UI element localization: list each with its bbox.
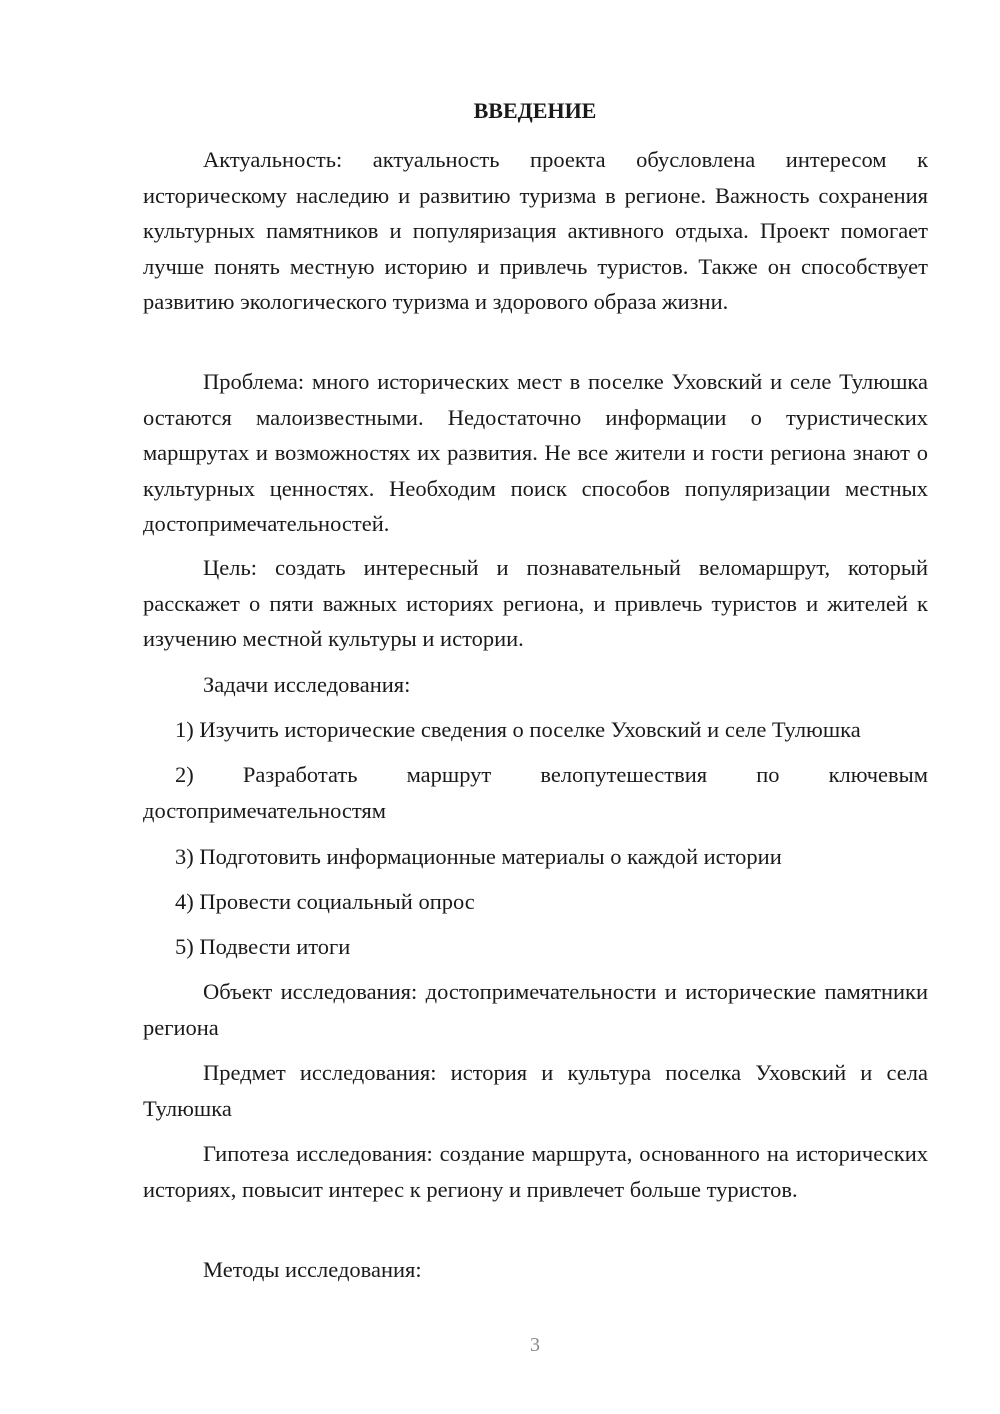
paragraph-relevance: Актуальность: актуальность проекта обусловлена интересом к историческому наследию и развитию туризма в регионе. Важность сохранения культурных памятников и популяризация активного отдыха. Проект помогает лучше понять местную историю и привлечь туристов. Также он способствует развитию экологического туризма и здорового образа жизни. <box>143 147 928 314</box>
list-item-task-3: 3) Подготовить информационные материалы о каждой истории <box>175 844 782 869</box>
list-item-task-2: 2) Разработать маршрут велопутешествия по ключевым достопримечательностям <box>143 762 928 823</box>
paragraph-goal: Цель: создать интересный и познавательный веломаршрут, который расскажет о пяти важных историях региона, и привлечь туристов и жителей к изучению местной культуры и истории. <box>143 555 928 651</box>
paragraph-problem: Проблема: много исторических мест в поселке Уховский и селе Тулюшка остаются малоизвестными. Недостаточно информации о туристических маршрутах и возможностях их развития. Не все жители и гости региона знают о культурных ценностях. Необходим поиск способов популяризации местных достопримечательностей. <box>143 369 928 536</box>
paragraph-tasks-heading: Задачи исследования: <box>203 672 411 697</box>
page-title: ВВЕДЕНИЕ <box>473 98 597 123</box>
list-item-task-5: 5) Подвести итоги <box>175 934 351 959</box>
paragraph-subject: Предмет исследования: история и культура поселка Уховский и села Тулюшка <box>143 1060 928 1121</box>
paragraph-methods-heading: Методы исследования: <box>203 1257 422 1282</box>
list-item-task-4: 4) Провести социальный опрос <box>175 889 475 914</box>
page-number: 3 <box>530 1334 540 1356</box>
list-item-task-1: 1) Изучить исторические сведения о поселке Уховский и селе Тулюшка <box>175 717 861 742</box>
paragraph-object: Объект исследования: достопримечательности и исторические памятники региона <box>143 979 928 1040</box>
paragraph-hypothesis: Гипотеза исследования: создание маршрута, основанного на исторических историях, повысит интерес к региону и привлечет больше туристов. <box>143 1141 928 1202</box>
